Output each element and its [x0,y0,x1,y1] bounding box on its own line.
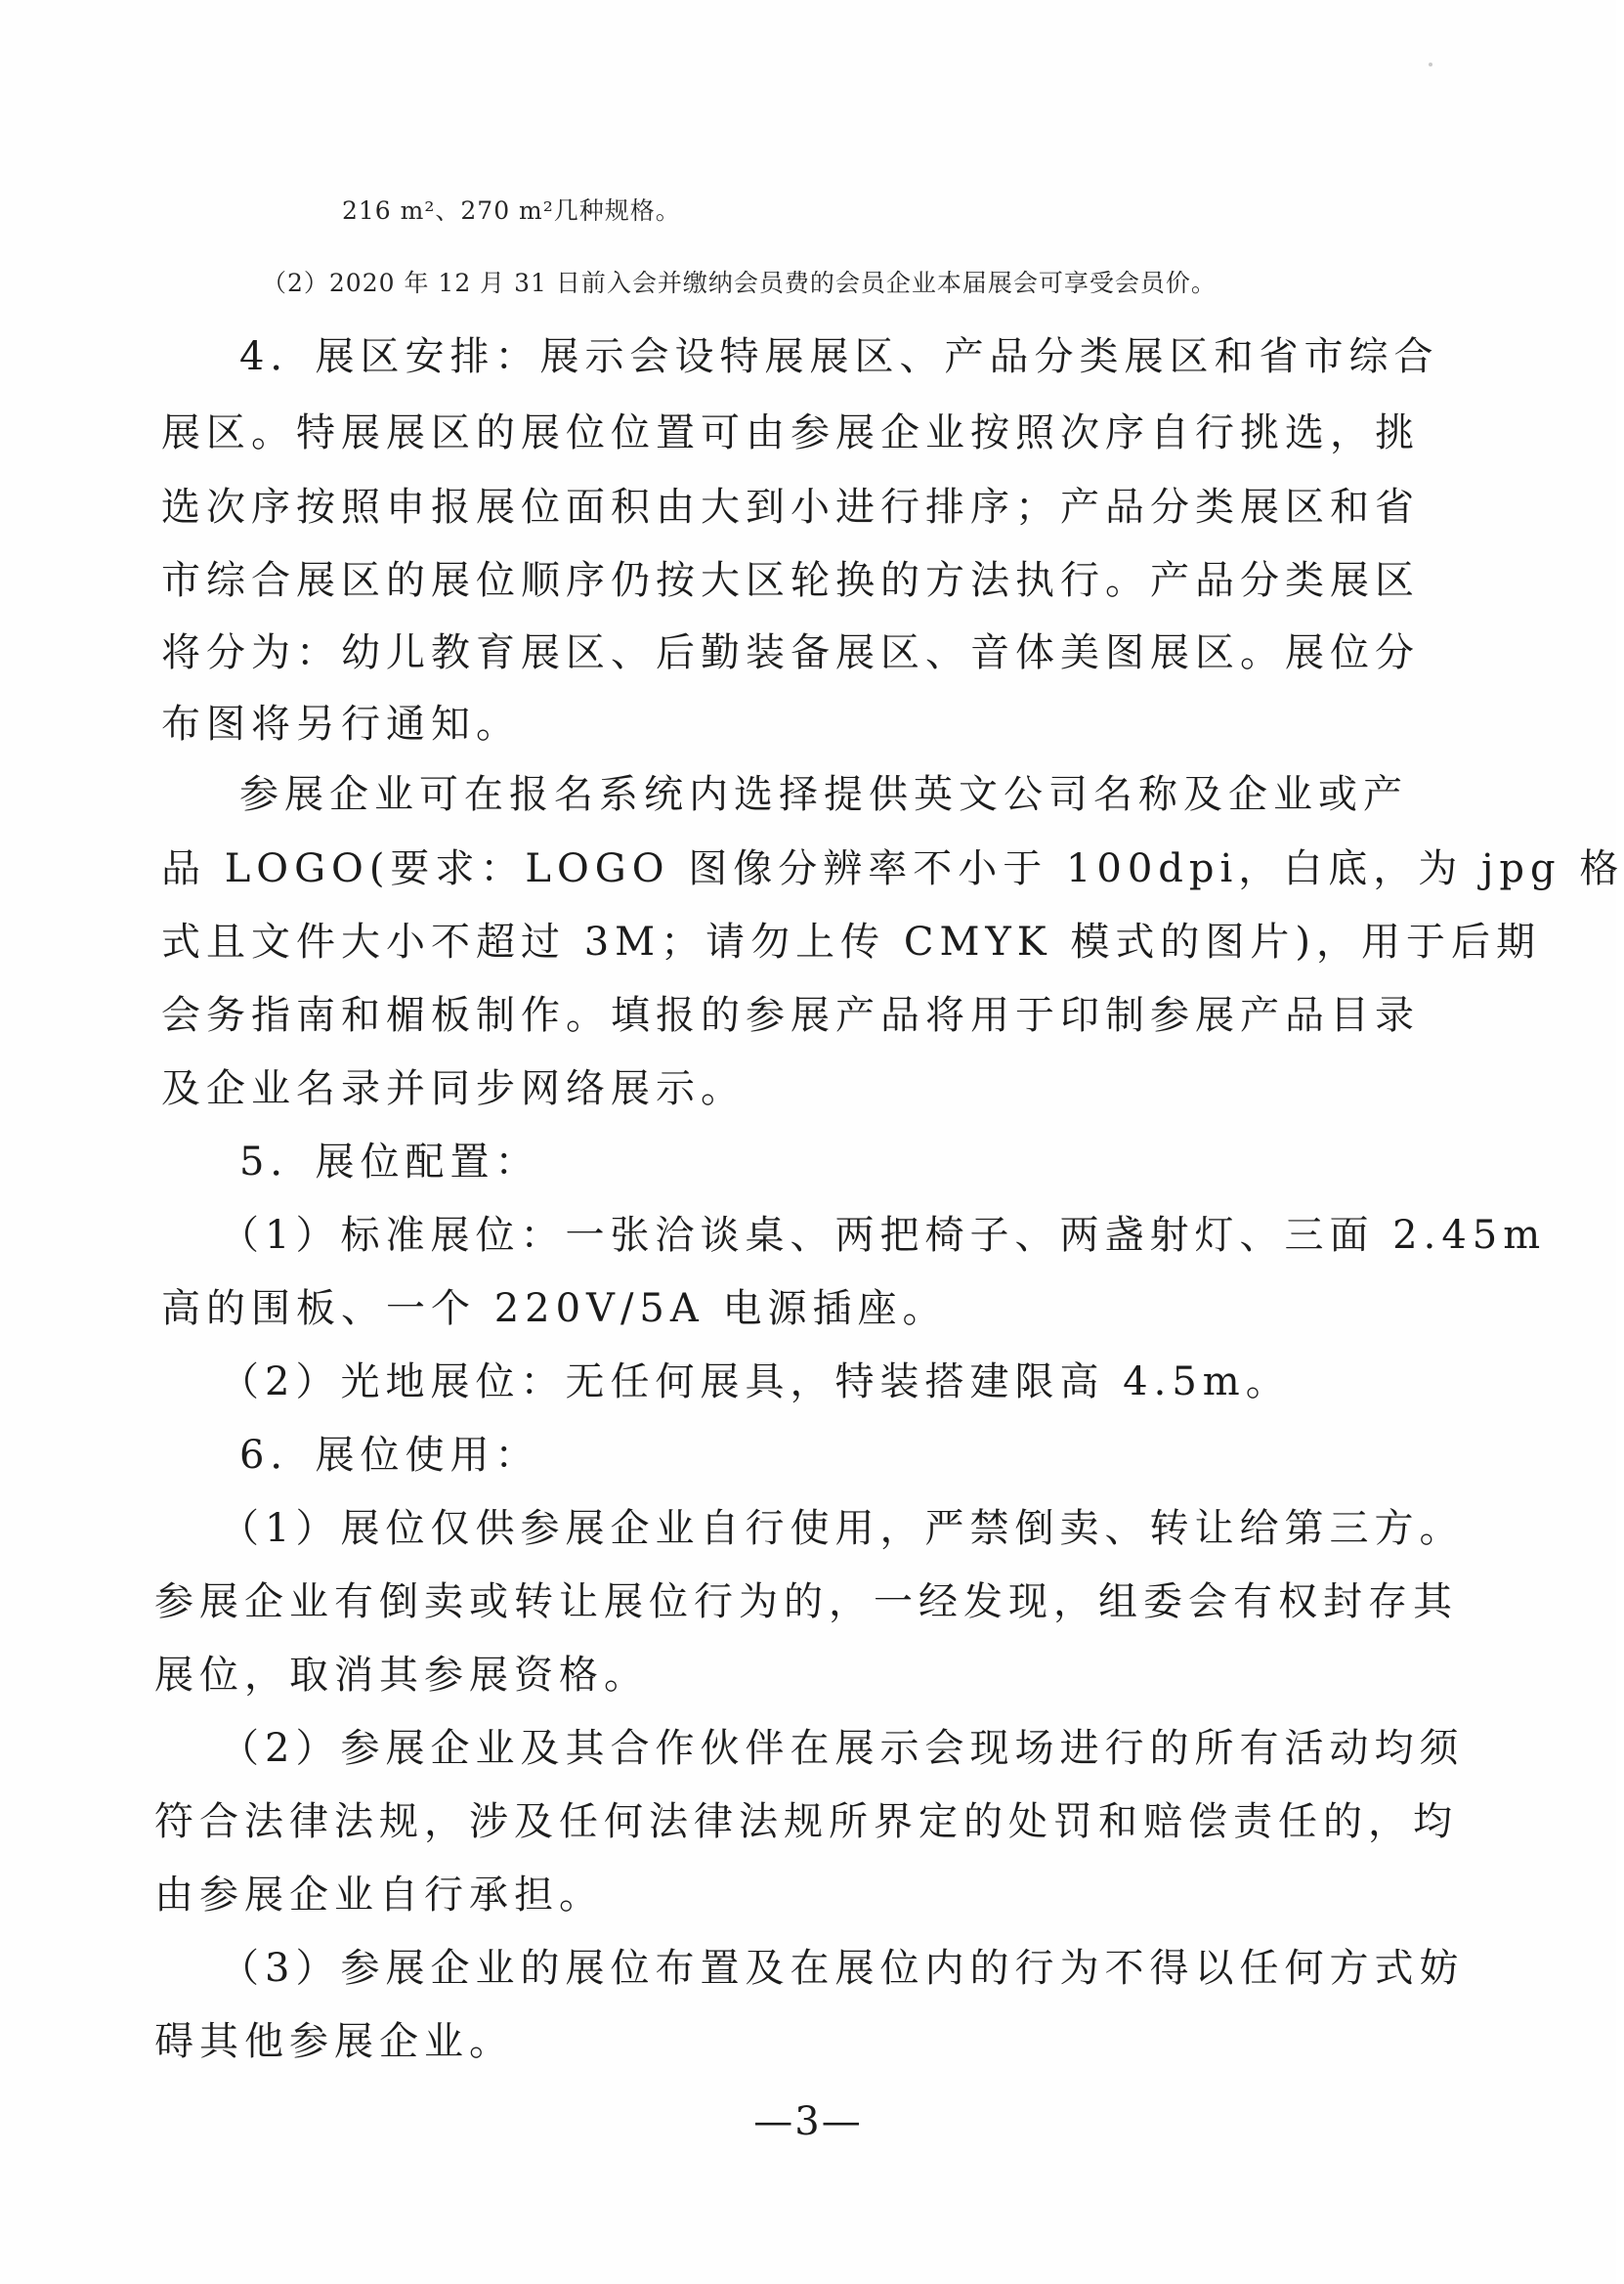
note-member-price: （2）2020 年 12 月 31 日前入会并缴纳会员费的会员企业本届展会可享受会员价。 [262,269,1217,297]
page-number: —3— [753,2099,863,2144]
paragraph-line: 将分为：幼儿教育展区、后勤装备展区、音体美图展区。展位分 [161,630,1420,675]
paragraph-line: 市综合展区的展位顺序仍按大区轮换的方法执行。产品分类展区 [161,558,1420,603]
paragraph-line: 由参展企业自行承担。 [154,1873,604,1918]
paragraph-line: 会务指南和楣板制作。填报的参展产品将用于印制参展产品目录 [161,993,1420,1038]
paragraph-line: 参展企业可在报名系统内选择提供英文公司名称及企业或产 [239,772,1408,817]
paragraph-line: （3）参展企业的展位布置及在展位内的行为不得以任何方式妨 [220,1946,1465,1991]
paragraph-line: （2）参展企业及其合作伙伴在展示会现场进行的所有活动均须 [220,1726,1465,1771]
paragraph-line: 式且文件大小不超过 3M；请勿上传 CMYK 模式的图片)，用于后期 [161,920,1542,965]
paragraph-line: 展区。特展展区的展位位置可由参展企业按照次序自行挑选，挑 [161,410,1420,455]
paragraph-line: 布图将另行通知。 [161,702,521,747]
paragraph-line: 及企业名录并同步网络展示。 [161,1066,746,1111]
paragraph-line: 符合法律法规，涉及任何法律法规所界定的处罚和赔偿责任的，均 [154,1799,1458,1844]
paragraph-line: 4．展区安排：展示会设特展展区、产品分类展区和省市综合 [239,334,1439,379]
paragraph-line: （1）展位仅供参展企业自行使用，严禁倒卖、转让给第三方。 [220,1506,1465,1551]
paragraph-line: 碍其他参展企业。 [154,2019,514,2064]
paragraph-line: 展位，取消其参展资格。 [154,1653,649,1698]
section-heading: 5．展位配置： [239,1140,540,1185]
paragraph-line: 品 LOGO(要求：LOGO 图像分辨率不小于 100dpi，白底，为 jpg 格 [161,846,1624,891]
note-specs: 216 m²、270 m²几种规格。 [342,196,681,225]
paragraph-line: （2）光地展位：无任何展具，特装搭建限高 4.5m。 [220,1359,1291,1404]
paragraph-line: 选次序按照申报展位面积由大到小进行排序；产品分类展区和省 [161,485,1420,530]
section-heading: 6．展位使用： [239,1433,540,1478]
paragraph-line: 参展企业有倒卖或转让展位行为的，一经发现，组委会有权封存其 [154,1579,1458,1624]
scan-speck [1429,63,1432,66]
paragraph-line: 高的围板、一个 220V/5A 电源插座。 [161,1286,948,1331]
paragraph-line: （1）标准展位：一张洽谈桌、两把椅子、两盏射灯、三面 2.45m [220,1213,1547,1258]
